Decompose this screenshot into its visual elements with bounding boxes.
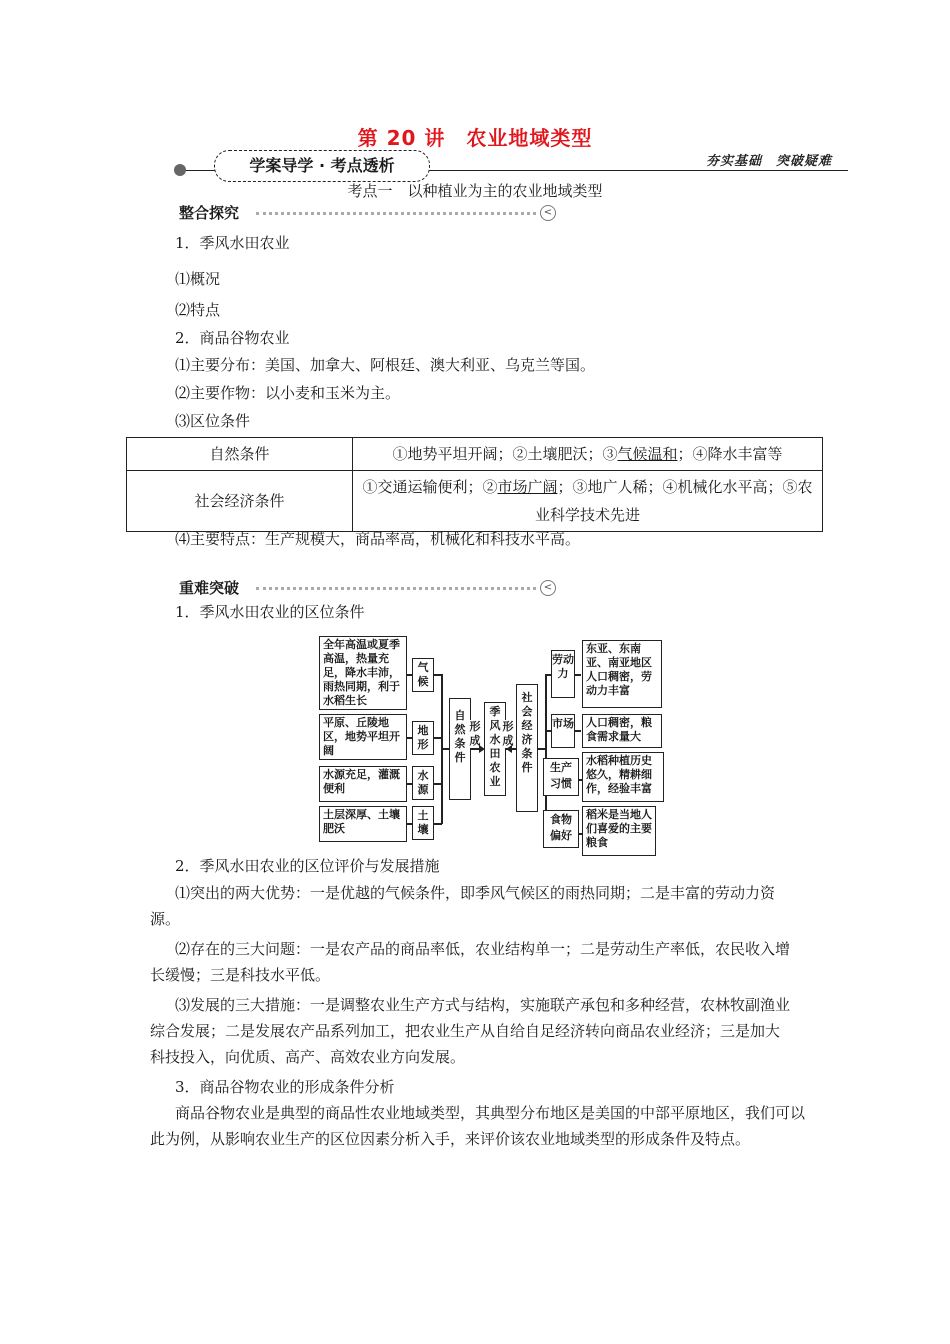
- table-row: [127, 471, 823, 532]
- section-heading-breakthrough: 重难突破: [179, 579, 240, 597]
- paragraph: ⑴突出的两大优势：一是优越的气候条件，即季风气候区的雨热同期；二是丰富的劳动力资源。: [150, 884, 776, 928]
- diagram-box: 平原、丘陵地区，地势平坦开阔: [319, 714, 407, 760]
- item-line: 1．季风水田农业的区位条件: [175, 603, 365, 621]
- item-line: 1．季风水田农业: [175, 234, 290, 252]
- cell-text: ①地势平坦开阔；②土壤肥沃；③: [392, 445, 618, 463]
- arrow-icon: [506, 745, 512, 753]
- connector: [575, 674, 581, 676]
- underlined-text: 气候温和: [617, 445, 678, 463]
- location-diagram: [315, 636, 665, 858]
- table-row: [127, 438, 823, 471]
- header-motto: 夯实基础 突破疑难: [706, 154, 833, 169]
- divider: [256, 587, 536, 590]
- item-line: ⑷主要特点：生产规模大，商品率高，机械化和科技水平高。: [175, 530, 581, 548]
- item-line: 2．商品谷物农业: [175, 329, 290, 347]
- diagram-box: 生产习惯: [543, 758, 579, 796]
- item-line: ⑵主要作物：以小麦和玉米为主。: [175, 384, 401, 402]
- cell-text: ①交通运输便利；②: [362, 478, 498, 496]
- diagram-box: 市场: [551, 714, 575, 748]
- connector: [407, 783, 412, 785]
- diagram-box: 水源: [412, 766, 434, 800]
- table-cell: 社会经济条件: [127, 471, 353, 532]
- chevron-left-icon: <: [540, 580, 556, 596]
- connector: [407, 823, 412, 825]
- cell-text: ；④降水丰富等: [677, 445, 783, 463]
- diagram-box: 季风水田农业: [484, 702, 506, 796]
- diagram-box: 自然条件: [449, 698, 471, 800]
- diagram-box: 地形: [412, 721, 434, 755]
- item-line: ⑶区位条件: [175, 412, 251, 430]
- section-tag: 学案导学 · 考点透析: [214, 150, 430, 182]
- paragraph: ⑵存在的三大问题：一是农产品的商品率低，农业结构单一；二是劳动生产率低，农民收入增长缓慢；三是科技水平低。: [150, 940, 791, 984]
- diagram-box: 水稻种植历史悠久，精耕细作，经验丰富: [582, 752, 664, 802]
- diagram-box: 水源充足，灌溉便利: [319, 766, 407, 802]
- diagram-box: 全年高温或夏季高温，热量充足，降水丰沛，雨热同期，利于水稻生长: [319, 636, 407, 710]
- diagram-box: 东亚、东南亚、南亚地区人口稠密，劳动力丰富: [582, 640, 662, 708]
- location-conditions-table: [126, 437, 823, 532]
- cell-text: ；③地广人稀；④机械化水平高；⑤农业科学技术先进: [534, 478, 813, 524]
- diagram-box: 劳动力: [551, 650, 575, 698]
- divider: [256, 212, 536, 215]
- chevron-left-icon: <: [540, 205, 556, 221]
- item-line: ⑴主要分布：美国、加拿大、阿根廷、澳大利亚、乌克兰等国。: [175, 356, 596, 374]
- table-cell: [353, 471, 823, 532]
- connector: [575, 730, 581, 732]
- diagram-box: 气候: [412, 658, 434, 692]
- page-title: 第 20 讲 农业地域类型: [357, 126, 593, 150]
- item-line: ⑴概况: [175, 270, 221, 288]
- item-line: 3．商品谷物农业的形成条件分析: [175, 1078, 395, 1096]
- diagram-box: 土层深厚、土壤肥沃: [319, 806, 407, 842]
- formed-label: 形成: [469, 720, 481, 747]
- kaodian-title: 考点一 以种植业为主的农业地域类型: [347, 182, 603, 200]
- section-heading-integrate: 整合探究: [179, 204, 240, 222]
- diagram-box: 土壤: [412, 806, 434, 840]
- item-line: 2．季风水田农业的区位评价与发展措施: [175, 857, 440, 875]
- item-line: ⑵特点: [175, 301, 221, 319]
- diagram-box: 人口稠密，粮食需求量大: [582, 714, 662, 748]
- connector: [407, 737, 412, 739]
- paragraph: ⑶发展的三大措施：一是调整农业生产方式与结构，实施联产承包和多种经营，农林牧副渔业综合发展；二是发展农产品系列加工，把农业生产从自给自足经济转向商品农业经济；三是加大科技投入，向优质、高产、高效农业方向发展。: [150, 996, 791, 1066]
- diagram-box: 社会经济条件: [516, 684, 538, 812]
- table-cell: 自然条件: [127, 438, 353, 471]
- diagram-box: 食物偏好: [543, 810, 579, 848]
- table-cell: [353, 438, 823, 471]
- formed-label: 形成: [502, 720, 514, 747]
- connector: [407, 674, 412, 676]
- underlined-text: 市场广阔: [497, 478, 558, 496]
- diagram-box: 稻米是当地人们喜爱的主要粮食: [582, 806, 656, 856]
- header-dot: [174, 164, 186, 176]
- connector: [441, 748, 449, 750]
- paragraph: 商品谷物农业是典型的商品性农业地域类型，其典型分布地区是美国的中部平原地区，我们可以此为例，从影响农业生产的区位因素分析入手，来评价该农业地域类型的形成条件及特点。: [150, 1104, 806, 1148]
